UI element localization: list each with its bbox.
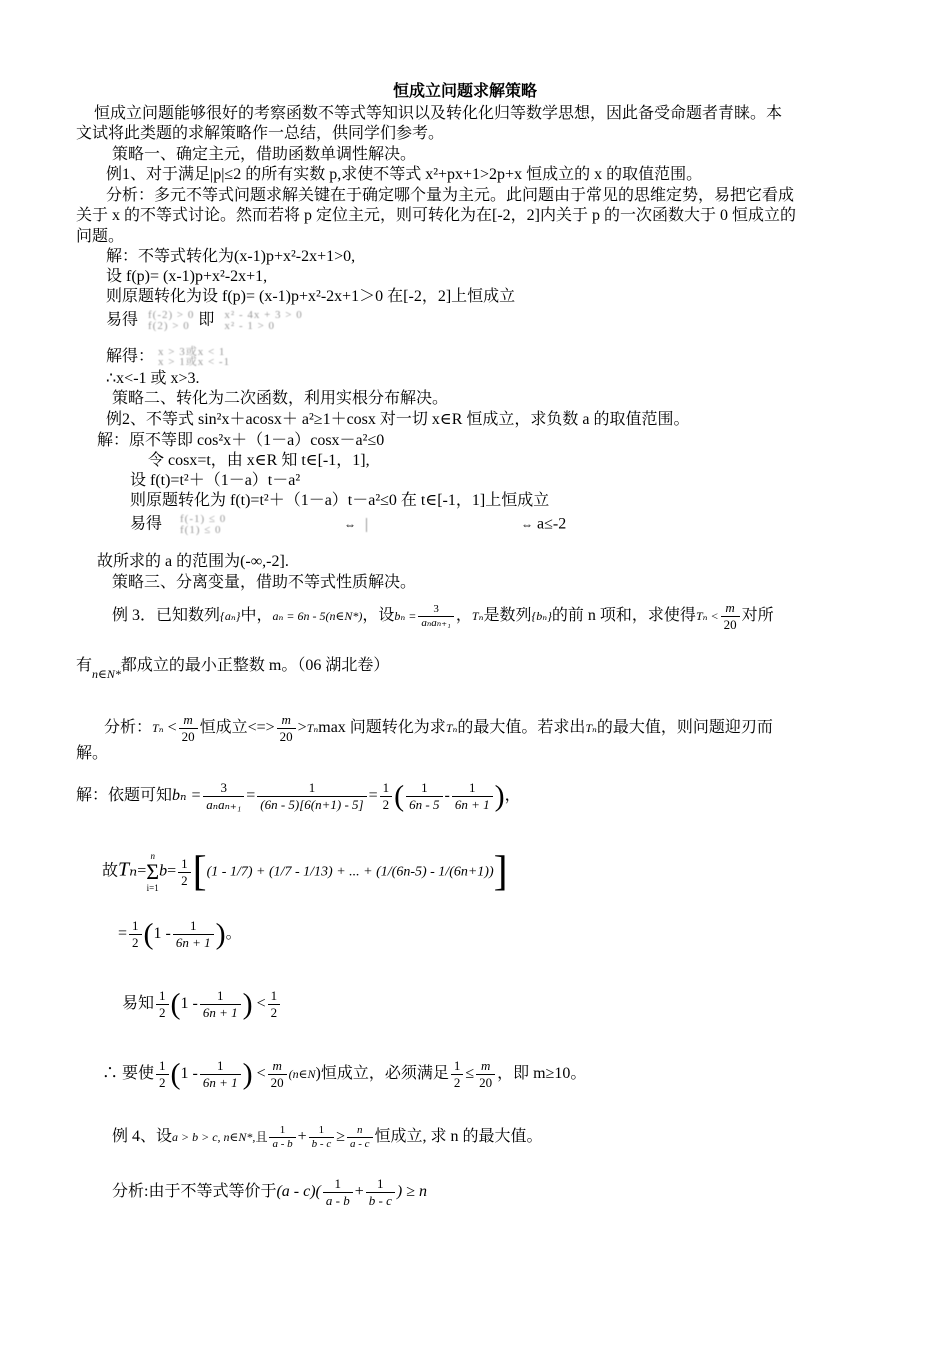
ex3-twenty: 20: [721, 616, 740, 633]
ex4-frac-3: [347, 1124, 373, 1151]
th-half-num: 1: [159, 1058, 166, 1073]
system-4-line-a: f(-1) ≤ 0: [180, 513, 227, 525]
th-m20-2: [476, 1058, 495, 1091]
example-1-easy-row: [106, 310, 303, 332]
ex3-b-numerator: 3: [433, 603, 439, 615]
sigma-symbol: n Σ i=1: [146, 851, 160, 893]
th-le: ≤: [465, 1065, 475, 1083]
ex3-text-3: ，设: [362, 607, 395, 625]
gu-label: 故: [102, 862, 119, 880]
example-1-solution-3: 则原题转化为设 f(p)= (x-1)p+x²-2x+1＞0 在[-2，2]上恒成立: [106, 288, 516, 305]
th-20-2: 20: [476, 1074, 495, 1091]
th-half-2-num: 1: [453, 1058, 461, 1073]
system-5: [366, 518, 517, 532]
strategy-2-heading: 策略二、转化为二次函数，利用实根分布解决。: [112, 390, 449, 407]
solution-frac-3-den: 6n - 5: [406, 796, 442, 813]
th-m: m: [272, 1058, 282, 1073]
system-4: [180, 514, 340, 536]
equivalence-arrow-2: ⇔: [521, 517, 534, 532]
example-2-easy-row: [130, 514, 566, 536]
th-m20: [268, 1058, 287, 1091]
analysis-frac-2: [277, 712, 296, 745]
system-3-line-b: x > 1或x < -1: [158, 356, 231, 369]
th-half-den: 2: [156, 1074, 169, 1091]
solution-frac-2-num: 1: [308, 780, 316, 795]
example-1: 例1、对于满足|p|≤2 的所有实数 p,求使不等式 x²+px+1>2p+x 恒成立的 x 的取值范围。: [106, 166, 703, 183]
ex3-sequence-b: {bₙ}: [531, 609, 552, 624]
ex4-frac-2-num: 1: [318, 1124, 325, 1136]
ex3-text-5: 是数列: [483, 607, 532, 625]
equivalence-arrow: ⇔: [344, 517, 357, 532]
result-frac-den: 6n + 1: [173, 934, 214, 951]
th-20: 20: [268, 1074, 287, 1091]
system-4-line-b: f(1) ≤ 0: [180, 524, 222, 536]
ex3-m-over-20: [721, 600, 740, 633]
sum-body: (1 - 1/7) + (1/7 - 1/13) + ... + (1/(6n-5) - 1/(6n+1)): [206, 864, 494, 880]
solved-label: 解得：: [106, 348, 155, 365]
analysis-text-3: max 问题转化为求: [318, 719, 446, 737]
ex3-b-fraction: [418, 603, 454, 630]
system-3-line-a: x > 3或x < 1: [158, 346, 226, 359]
ek-frac: [200, 988, 241, 1021]
ek-half-2-den: 2: [268, 1004, 281, 1021]
strategy-1-heading: 策略一、确定主元，借助函数单调性解决。: [112, 146, 417, 163]
ex4-condition: a > b > c, n∈N*,: [172, 1130, 256, 1145]
th-one-minus: 1 -: [180, 1065, 198, 1083]
ex3-text-2: 中，: [240, 607, 273, 625]
example-1-analysis-1: 分析：多元不等式问题求解关键在于确定哪个量为主元。此问题由于常见的思维定势，易把它看成: [106, 187, 795, 204]
example-3-analysis: 分析：Tₙ < $\frac{m}{20}$ 恒成立<=> $\frac{m}{20}$ >Tₙmax 问题转化为求Tₙ的最大值。若求出Tₙ的最大值，则问题迎刃而: [104, 712, 773, 744]
example-3-easy-know: 易知 $\frac{1}{2}$ (1 - $\frac{1}{6n + 1}$ ) < $\frac{1}{2}$: [122, 988, 282, 1021]
th-hold-text: 恒成立，必须满足: [320, 1065, 449, 1083]
ex3-line2-text-a: 有: [76, 657, 93, 674]
ex4-an-frac-1: [323, 1176, 353, 1209]
ek-half-2: [268, 988, 281, 1021]
solution-label: 解：依题可知: [76, 787, 173, 805]
solution-frac-2: [257, 780, 366, 813]
example-1-solved-row: [106, 347, 230, 367]
analysis-20-2: 20: [277, 728, 296, 745]
ex3-sequence-a: {aₙ}: [220, 609, 241, 624]
easy-know-label: 易知: [122, 995, 155, 1013]
ex4-text-2: 恒成立, 求 n 的最大值。: [374, 1128, 543, 1146]
ex4-frac-1: [269, 1124, 295, 1151]
solution-frac-2-den: (6n - 5)[6(n+1) - 5]: [257, 796, 366, 813]
ex3-text-6: 的前 n 项和，求使得: [551, 607, 696, 625]
analysis-tn-2: Tₙ: [306, 721, 319, 736]
easy-label: 易得: [106, 311, 139, 329]
ek-half: [156, 988, 169, 1021]
analysis-m-1: m: [183, 712, 193, 727]
result-frac: [173, 918, 214, 951]
th-n-in-N: (n∈N: [288, 1067, 316, 1082]
example-2-result: a≤-2: [537, 515, 567, 533]
ek-half-2-num: 1: [270, 988, 278, 1003]
ex3-b-label: bₙ =: [394, 609, 417, 624]
example-3-sum-result: = $\frac{1}{2}$ (1 - $\frac{1}{6n + 1}$ )。: [118, 917, 242, 951]
sum-half: [178, 856, 191, 889]
example-2: 例2、不等式 sin²x＋acosx＋ a²≥1＋cosx 对一切 x∈R 恒成立，求负数 a 的取值范围。: [106, 411, 690, 428]
ek-half-den: 2: [156, 1004, 169, 1021]
analysis-m-2: m: [281, 712, 291, 727]
analysis-tn-3: Tₙ: [445, 721, 458, 736]
system-1-line-a: f(-2) > 0: [148, 309, 195, 321]
ex4-an-frac-2: [366, 1176, 395, 1209]
ji-label: 即: [198, 311, 215, 329]
result-half-den: 2: [129, 934, 142, 951]
result-period: 。: [225, 925, 242, 943]
ex4-an-frac-1-num: 1: [334, 1176, 342, 1191]
system-3: [158, 347, 230, 367]
intro-line-2: 文试将此类题的求解策略作一总结，供同学们参考。: [76, 125, 445, 142]
sum-half-den: 2: [178, 872, 191, 889]
example-3-line-1: [112, 600, 774, 633]
analysis-text-5: 的最大值，则问题迎刃而: [596, 719, 773, 737]
result-frac-num: 1: [190, 918, 197, 933]
ex4-an-frac-2-num: 1: [377, 1176, 384, 1191]
th-frac: [200, 1058, 241, 1091]
analysis-tn-4: Tₙ: [585, 721, 597, 736]
ex4-qie: 且: [255, 1130, 268, 1145]
ex4-an-frac-1-den: a - b: [323, 1192, 353, 1209]
solution-frac-1: [203, 780, 244, 813]
ex3-text-1: 例 3．已知数列: [112, 607, 221, 625]
th-frac-num: 1: [216, 1058, 224, 1073]
solution-frac-3-num: 1: [421, 780, 428, 795]
intro-line-1: 恒成立问题能够很好的考察函数不等式等知识以及转化化归等数学思想，因此备受命题者青睐。本: [94, 105, 783, 122]
example-1-solution-1: 解：不等式转化为(x-1)p+x²-2x+1>0,: [106, 248, 356, 265]
example-2-solution-4: 则原题转化为 f(t)=t²＋（1－a）t－a²≤0 在 t∈[-1，1]上恒成立: [130, 492, 550, 509]
sum-tn: Tₙ: [118, 858, 138, 881]
example-1-analysis-2: 关于 x 的不等式讨论。然而若将 p 定位主元，则可转化为在[-2，2]内关于 p 的一次函数大于 0 恒成立的: [76, 207, 796, 224]
solution-frac-4-den: 6n + 1: [452, 796, 493, 813]
analysis-text-2: 恒成立<=>: [199, 719, 275, 737]
system-2-line-b: x² - 1 > 0: [224, 320, 276, 332]
ek-one-minus: 1 -: [180, 995, 198, 1013]
analysis-text-4: 的最大值。若求出: [457, 719, 586, 737]
example-2-solution-3: 设 f(t)=t²＋（1－a）t－a²: [130, 472, 301, 489]
ex3-m: m: [725, 600, 735, 615]
system-2-line-a: x² - 4x + 3 > 0: [224, 309, 303, 321]
th-half-2-den: 2: [451, 1074, 464, 1091]
strategy-3-heading: 策略三、分离变量，借助不等式性质解决。: [112, 574, 417, 591]
ex4-frac-3-num: n: [357, 1124, 363, 1136]
example-2-solution-1: 解：原不等即 cos²x＋（1－a）cosx－a²≤0: [97, 432, 385, 449]
solution-frac-4-num: 1: [468, 780, 476, 795]
analysis-label: 分析：: [104, 719, 153, 737]
therefore-label: ∴ 要使: [102, 1065, 155, 1083]
example-3-therefore: ∴ 要使 $\frac{1}{2}$ (1 - $\frac{1}{6n + 1}$ ) < $\frac{m}{20}$ (n∈N)恒成立，必须满足 $\frac{1}{2}$ ≤ $\frac{m}{20}$ ，即 m≥10。: [102, 1057, 587, 1091]
ex3-tn: Tₙ: [471, 609, 484, 624]
ek-frac-den: 6n + 1: [200, 1004, 241, 1021]
ex4-expr-a: (a - c)(: [276, 1183, 321, 1201]
example-1-conclusion: ∴x<-1 或 x>3.: [106, 370, 200, 387]
ex3-tn-less: Tₙ <: [695, 609, 719, 624]
solution-frac-1-den: aₙaₙ₊₁: [203, 796, 244, 813]
th-half-2: [451, 1058, 464, 1091]
th-m-2: m: [480, 1058, 491, 1073]
paren-open: (: [394, 779, 405, 813]
example-2-conclusion: 故所求的 a 的范围为(-∞,-2].: [97, 553, 289, 570]
ek-half-num: 1: [159, 988, 166, 1003]
sum-half-num: 1: [181, 855, 188, 871]
th-half: [156, 1058, 169, 1091]
system-1-line-b: f(2) > 0: [148, 320, 190, 332]
ex4-frac-3-den: a - c: [347, 1137, 373, 1151]
half-den: 2: [380, 796, 393, 813]
ex4-label: 例 4、设: [112, 1128, 173, 1146]
bracket-open: [: [192, 849, 207, 895]
ek-frac-num: 1: [216, 988, 224, 1003]
ex3-text-7: 对所: [741, 607, 774, 625]
example-2-solution-2: 令 cosx=t，由 x∈R 知 t∈[-1，1],: [148, 452, 370, 469]
ex3-line2-text-b: 都成立的最小正整数 m。（06 湖北卷）: [120, 657, 390, 674]
example-1-analysis-3: 问题。: [76, 228, 125, 245]
system-2: [224, 310, 302, 332]
solution-frac-4: [452, 780, 493, 813]
half-num: 1: [382, 780, 390, 795]
solution-frac-1-num: 3: [220, 780, 227, 795]
th-m10: ，即 m≥10。: [497, 1065, 587, 1083]
solution-bn: bₙ =: [172, 787, 202, 805]
ex4-expr-b: ) ≥ n: [396, 1183, 427, 1201]
paren-close: ): [494, 779, 505, 813]
result-half-num: 1: [132, 918, 139, 933]
ex4-frac-1-num: 1: [279, 1124, 286, 1136]
example-4: 例 4、设a > b > c, n∈N*,且 $\frac{1}{a - b}$ + $\frac{1}{b - c}$ ≥ $\frac{n}{a - c}$ 恒成立, 求 n 的最大值。: [112, 1124, 543, 1150]
example-1-solution-2: 设 f(p)= (x-1)p+x²-2x+1,: [106, 268, 268, 285]
solution-half: [380, 780, 393, 813]
ex4-frac-2-den: b - c: [309, 1137, 335, 1151]
analysis-tn-1: Tₙ: [152, 721, 164, 736]
ex4-analysis-text: 分析:由于不等式等价于: [112, 1183, 277, 1201]
system-1: [148, 310, 194, 332]
th-frac-den: 6n + 1: [200, 1074, 241, 1091]
ex3-b-denominator: aₙaₙ₊₁: [418, 616, 454, 630]
example-3-line-2: [76, 656, 389, 684]
solution-frac-3: [406, 780, 442, 813]
example-4-analysis: 分析:由于不等式等价于(a - c)( $\frac{1}{a - b}$ + $\frac{1}{b - c}$ ) ≥ n: [112, 1176, 427, 1208]
example-3-solution-1: 解：依题可知bₙ = $\frac{3}{\text{aₙaₙ₊₁}}$ = $\frac{1}{(6n - 5)[6(n+1) - 5]}$ = $\frac{1}{2}$ ( $\frac{1}{6n - 5}$ - $\frac{1}{6n + 1}$ )，: [76, 779, 521, 813]
ex3-n-in-N: n∈N*: [92, 667, 121, 681]
ex4-frac-1-den: a - b: [269, 1137, 295, 1151]
example-3-analysis-end: 解。: [76, 745, 109, 762]
analysis-20-1: 20: [179, 728, 198, 745]
ex3-a-formula: aₙ = 6n - 5(n∈N*): [272, 609, 363, 624]
ex4-an-frac-2-den: b - c: [366, 1192, 395, 1209]
analysis-frac-1: [179, 712, 198, 745]
result-half: [129, 918, 142, 951]
result-one-minus: 1 -: [153, 925, 171, 943]
ex3-text-4: ，: [455, 607, 472, 625]
easy-label-2: 易得: [130, 515, 163, 533]
doc-title: 恒成立问题求解策略: [393, 83, 538, 100]
example-3-sum-line: 故Tₙ= n Σ i=1 b= $\frac{1}{2}$ [(1 - 1/7) + (1/7 - 1/13) + ... + (1/(6n-5) - 1/(6n+1))]: [102, 849, 508, 895]
bracket-close: ]: [493, 849, 508, 895]
ex4-frac-2: [309, 1124, 335, 1151]
